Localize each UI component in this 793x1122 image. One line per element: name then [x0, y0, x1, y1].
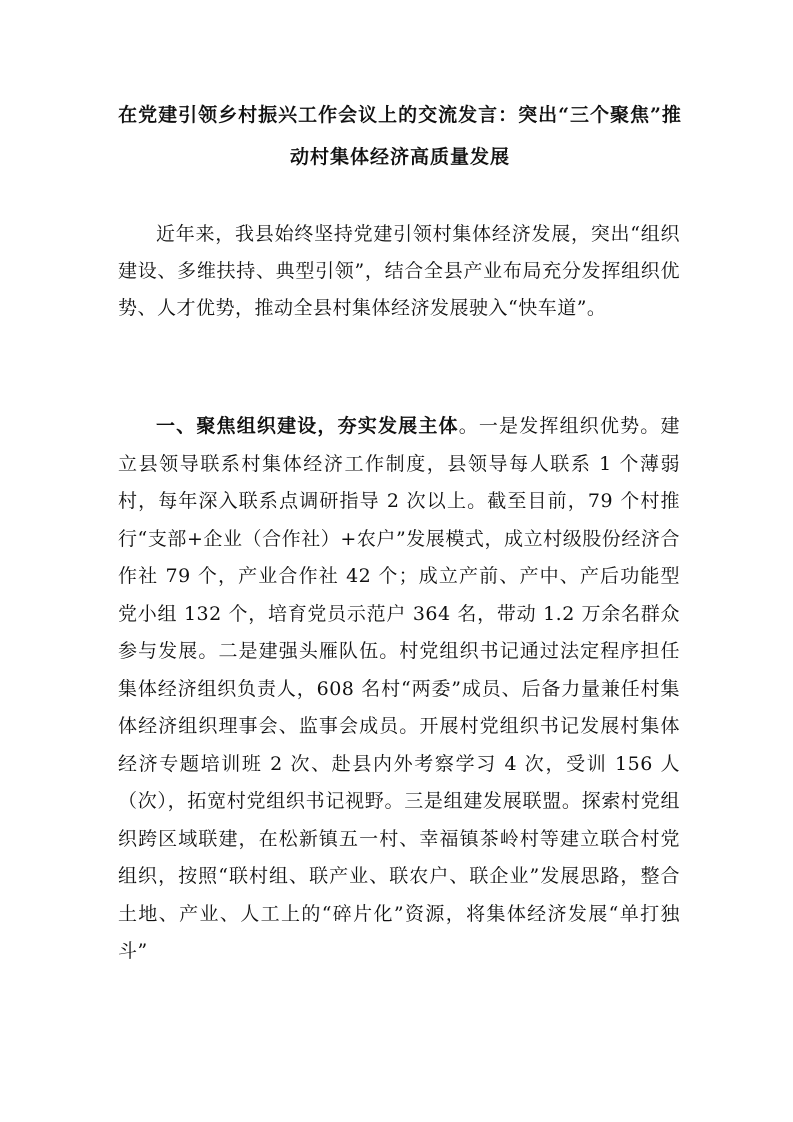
intro-paragraph: 近年来，我县始终坚持党建引领村集体经济发展，突出“组织建设、多维扶持、典型引领”，结合全县产业布局充分发挥组织优势、人才优势，推动全县村集体经济发展驶入“快车道”。: [118, 223, 680, 319]
section-one-paragraph: [118, 408, 680, 971]
document-title: 在党建引领乡村振兴工作会议上的交流发言：突出“三个聚焦”推动村集体经济高质量发展: [118, 104, 682, 168]
section-heading: 一、聚焦组织建设，夯实发展主体: [156, 415, 459, 437]
section-body-text: 。一是发挥组织优势。建立县领导联系村集体经济工作制度，县领导每人联系 1 个薄弱村，每年深入联系点调研指导 2 次以上。截至目前，79 个村推行“支部+企业（合作社）+农户”发展模式，成立村级股份经济合作社 79 个，产业合作社 42 个；成立产前、产中、产后功能型党小组 132 个，培育党员示范户 364 名，带动 1.2 万余名群众参与发展。二是建强头雁队伍。村党组织书记通过法定程序担任集体经济组织负责人，608 名村“两委”成员、后备力量兼任村集体经济组织理事会、监事会成员。开展村党组织书记发展村集体经济专题培训班 2 次、赴县内外考察学习 4 次，受训 156 人（次），拓宽村党组织书记视野。三是组建发展联盟。探索村党组织跨区域联建，在松新镇五一村、幸福镇茶岭村等建立联合村党组织，按照“联村组、联产业、联农户、联企业”发展思路，整合土地、产业、人工上的“碎片化”资源，将集体经济发展“单打独斗”: [118, 415, 680, 962]
